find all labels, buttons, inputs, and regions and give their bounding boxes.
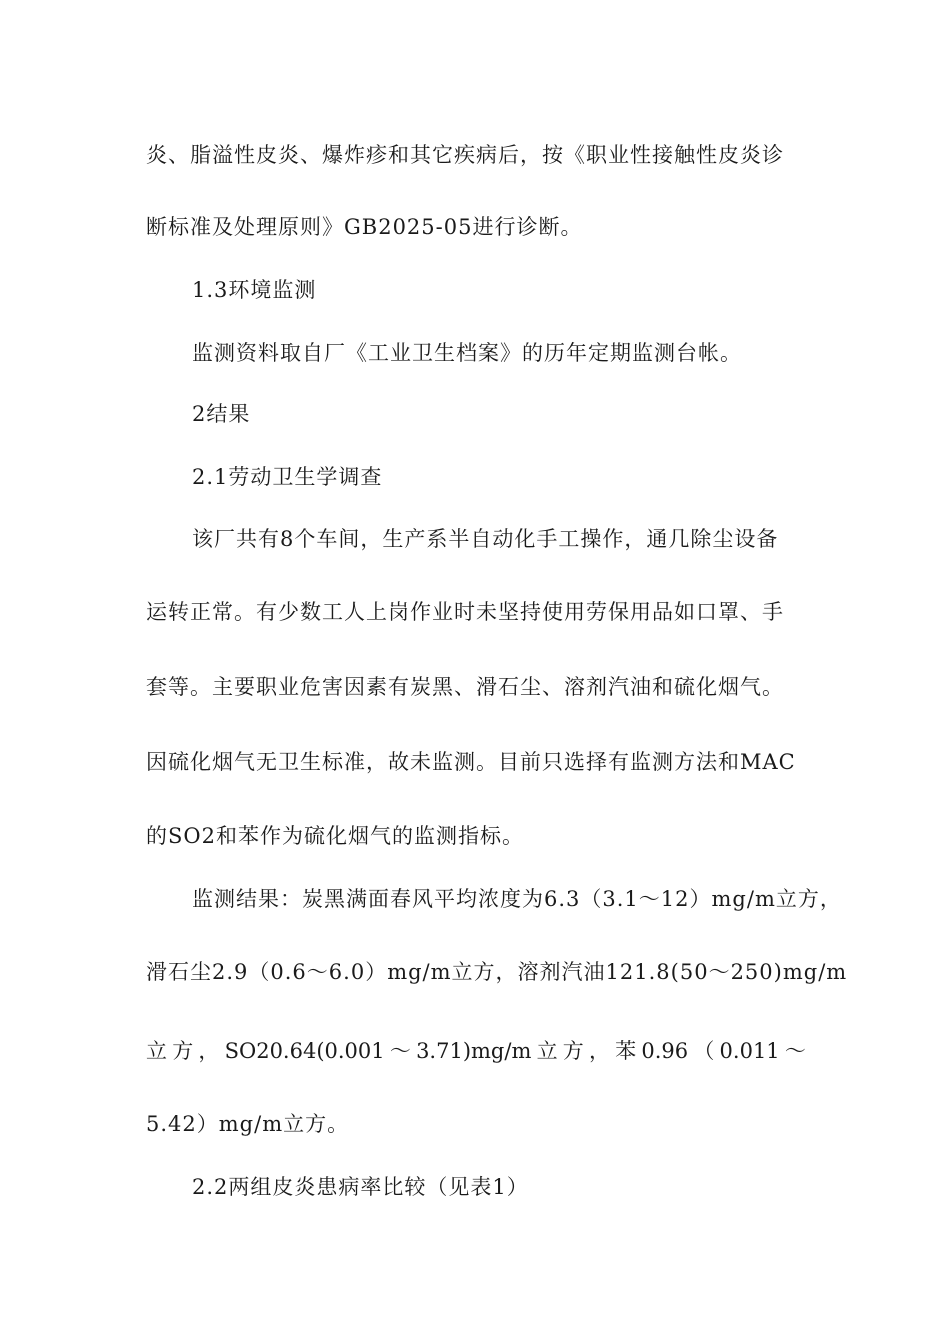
text-fragment: ，	[588, 1039, 610, 1063]
text-fragment: 立	[146, 1039, 167, 1063]
paragraph-line: 该厂共有8个车间，生产系半自动化手工操作，通几除尘设备	[192, 527, 779, 551]
text-fragment: 方	[172, 1039, 194, 1063]
text-fragment: 0.011	[719, 1039, 780, 1063]
text-fragment: ～	[784, 1039, 806, 1063]
text-fragment: 立	[536, 1039, 558, 1063]
paragraph-line: 运转正常。有少数工人上岗作业时未坚持使用劳保用品如口罩、手	[146, 600, 784, 624]
justified-paragraph-line	[146, 1036, 806, 1066]
section-heading: 2结果	[192, 402, 251, 426]
text-fragment: ，	[198, 1039, 220, 1063]
paragraph-line: 套等。主要职业危害因素有炭黑、滑石尘、溶剂汽油和硫化烟气。	[146, 675, 784, 699]
paragraph-line: 断标准及处理原则》GB2025-05进行诊断。	[146, 215, 583, 239]
paragraph-line: 5.42）mg/m立方。	[146, 1112, 350, 1136]
text-fragment: 3.71)mg/m	[416, 1039, 532, 1063]
text-fragment: 方	[562, 1039, 584, 1063]
text-fragment: 0.96	[641, 1039, 689, 1063]
paragraph-line: 炎、脂溢性皮炎、爆炸疹和其它疾病后，按《职业性接触性皮炎诊	[146, 143, 784, 167]
section-heading: 1.3环境监测	[192, 278, 317, 302]
text-fragment: （	[693, 1039, 715, 1063]
text-fragment: 苯	[615, 1039, 637, 1063]
section-heading: 2.2两组皮炎患病率比较（见表1）	[192, 1175, 529, 1199]
text-fragment: ～	[389, 1039, 411, 1063]
text-fragment: SO20.64(0.001	[224, 1039, 385, 1063]
paragraph-line: 滑石尘2.9（0.6～6.0）mg/m立方，溶剂汽油121.8(50～250)mg/m	[146, 960, 848, 984]
section-heading: 2.1劳动卫生学调查	[192, 465, 383, 489]
paragraph-line: 因硫化烟气无卫生标准，故未监测。目前只选择有监测方法和MAC	[146, 750, 796, 774]
paragraph-line: 监测资料取自厂《工业卫生档案》的历年定期监测台帐。	[192, 341, 742, 365]
paragraph-line: 的SO2和苯作为硫化烟气的监测指标。	[146, 824, 524, 848]
paragraph-line: 监测结果：炭黑满面春风平均浓度为6.3（3.1～12）mg/m立方，	[192, 887, 842, 911]
